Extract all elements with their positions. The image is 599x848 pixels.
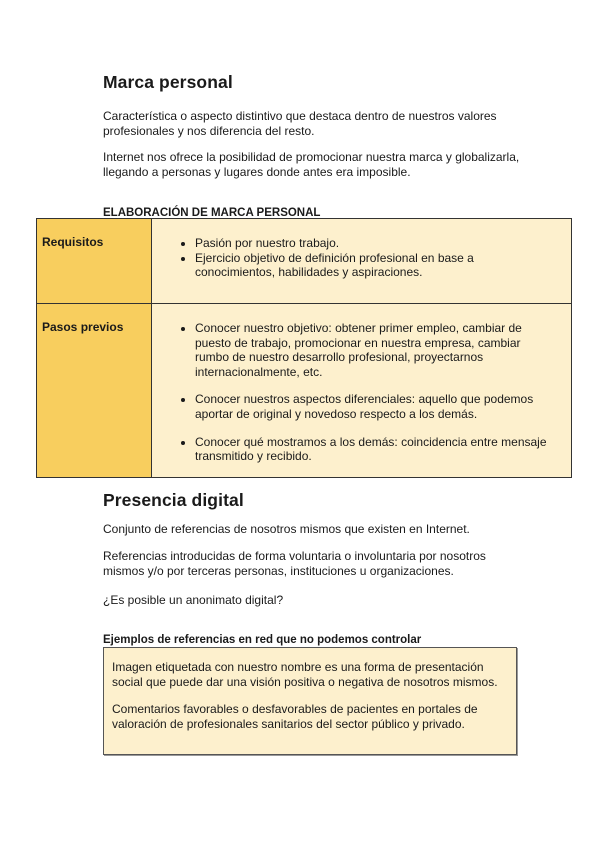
example-paragraph: Imagen etiquetada con nuestro nombre es una forma de presentación social que puede dar una visión positiva o negativa de nosotros mismos. bbox=[112, 660, 498, 689]
list-item: • Conocer nuestros aspectos diferenciales: aquello que podemos aportar de original y novedoso respecto a los demás. bbox=[195, 392, 557, 421]
row-content-pasos-previos bbox=[152, 304, 572, 478]
row-label-pasos-previos: Pasos previos bbox=[37, 304, 152, 478]
presencia-definition: Conjunto de referencias de nosotros mismos que existen en Internet. bbox=[103, 522, 470, 536]
list-item: • Pasión por nuestro trabajo. bbox=[195, 236, 557, 251]
list-item: • Ejercicio objetivo de definición profesional en base a conocimientos, habilidades y aspiraciones. bbox=[195, 251, 557, 280]
marca-personal-table bbox=[36, 218, 572, 478]
list-item: • Conocer nuestro objetivo: obtener primer empleo, cambiar de puesto de trabajo, promocionar en nuestra empresa, cambiar rumbo de nuestro desarrollo profesional, proyectarnos internacionalmente, etc. bbox=[195, 321, 557, 379]
examples-box bbox=[103, 647, 517, 755]
list-item: • Conocer qué mostramos a los demás: coincidencia entre mensaje transmitido y recibido. bbox=[195, 435, 557, 464]
marca-internet-paragraph: Internet nos ofrece la posibilidad de promocionar nuestra marca y globalizarla, llegando a personas y lugares donde antes era imposible. bbox=[103, 150, 520, 179]
section-title-marca-personal: Marca personal bbox=[103, 72, 233, 92]
table-title: ELABORACIÓN DE MARCA PERSONAL bbox=[103, 207, 321, 219]
marca-definition: Característica o aspecto distintivo que destaca dentro de nuestros valores profesionales y nos diferencia del resto. bbox=[103, 109, 497, 138]
example-paragraph: Comentarios favorables o desfavorables de pacientes en portales de valoración de profesionales sanitarios del sector público y privado. bbox=[112, 702, 478, 731]
row-label-requisitos: Requisitos bbox=[37, 219, 152, 304]
table-row-pasos-previos bbox=[37, 304, 572, 478]
examples-title: Ejemplos de referencias en red que no podemos controlar bbox=[103, 634, 422, 646]
anonimato-link[interactable]: ¿Es posible un anonimato digital? bbox=[103, 593, 284, 607]
presencia-references-paragraph: Referencias introducidas de forma voluntaria o involuntaria por nosotros mismos y/o por terceras personas, instituciones u organizaciones. bbox=[103, 549, 486, 578]
table-row-requisitos bbox=[37, 219, 572, 304]
row-content-requisitos bbox=[152, 219, 572, 304]
section-title-presencia-digital: Presencia digital bbox=[103, 490, 244, 510]
